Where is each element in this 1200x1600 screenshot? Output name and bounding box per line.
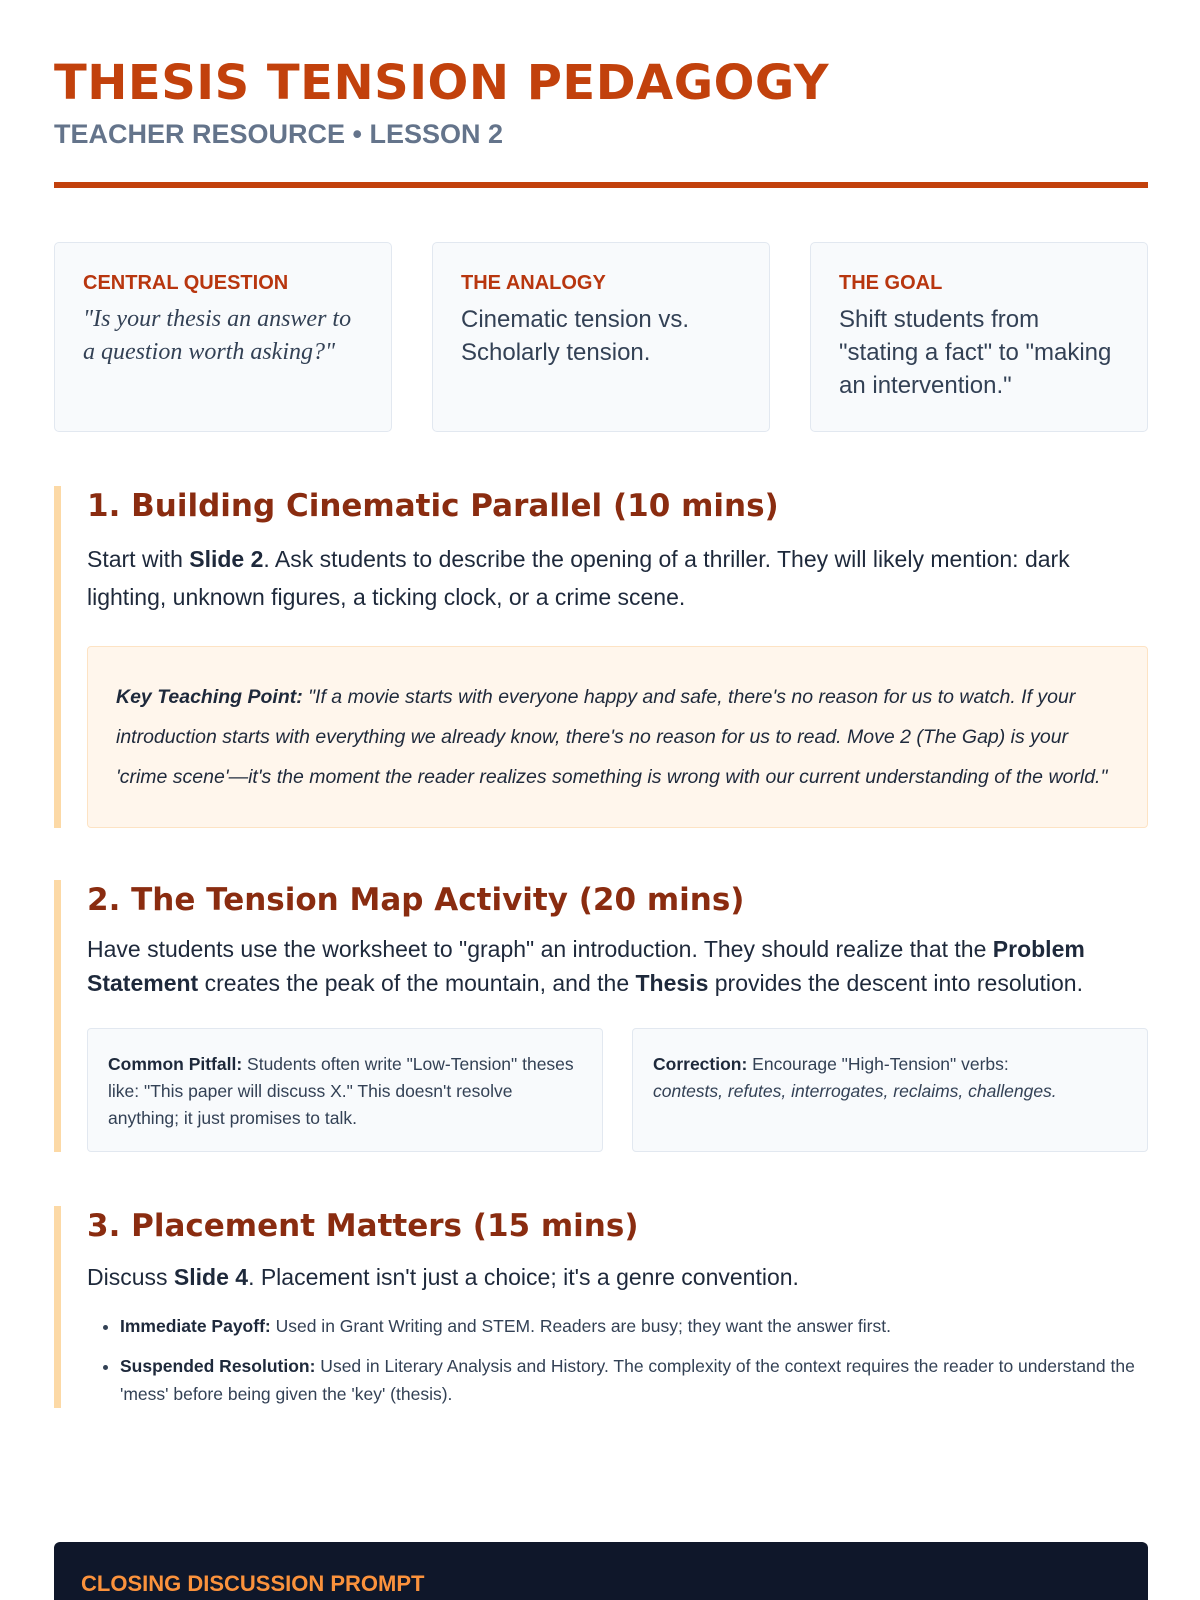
list-item: [120, 1352, 1148, 1408]
document-page: [54, 0, 1148, 1408]
correction-box: [632, 1028, 1148, 1152]
card-label: THE GOAL: [839, 272, 943, 294]
callout-label: Key Teaching Point:: [116, 686, 303, 708]
section-text: [87, 932, 1148, 1000]
text-run: Have students use the worksheet to "graph" an introduction. They should realize that the: [87, 936, 993, 962]
section-heading: 1. Building Cinematic Parallel (10 mins): [87, 488, 779, 524]
closing-discussion-panel: [54, 1542, 1148, 1600]
title-divider: [54, 182, 1148, 188]
section-placement: [54, 1206, 1148, 1408]
section-tension-map: [54, 880, 1148, 1152]
callout-text: "If a movie starts with everyone happy and safe, there's no reason for us to watch. If your introduction starts with everything we already know, there's no reason for us to read. Move 2 (The Gap) is your 'crime scene'—it's the moment the reader realizes something is wrong with our current understanding of the world.": [116, 686, 1108, 788]
list-item: [120, 1312, 1148, 1340]
text-run: provides the descent into resolution.: [708, 970, 1083, 996]
card-body: Shift students from "stating a fact" to "making an intervention.": [839, 306, 1112, 399]
card-analogy: [432, 242, 770, 432]
card-label: CENTRAL QUESTION: [83, 272, 289, 294]
slide-reference: Slide 4: [173, 1264, 249, 1290]
closing-label: CLOSING DISCUSSION PROMPT: [81, 1571, 425, 1596]
bold-term: Problem Statement: [87, 936, 1085, 996]
list-item-label: Suspended Resolution:: [120, 1356, 316, 1376]
text-run: Start with: [87, 546, 190, 572]
text-run: . Placement isn't just a choice; it's a genre convention.: [248, 1264, 799, 1290]
placement-list: [87, 1312, 1148, 1408]
list-item-text: Used in Grant Writing and STEM. Readers are busy; they want the answer first.: [270, 1316, 891, 1336]
summary-cards: [54, 242, 1148, 432]
card-body: "Is your thesis an answer to a question worth asking?": [83, 306, 352, 365]
key-teaching-point-callout: [87, 646, 1148, 828]
text-run: creates the peak of the mountain, and the: [198, 970, 636, 996]
list-item-label: Immediate Payoff:: [120, 1316, 271, 1336]
pitfall-correction-pair: [87, 1028, 1148, 1152]
list-item-text: Used in Literary Analysis and History. The complexity of the context requires the reader to understand the 'mess' before being given the 'key' (thesis).: [120, 1356, 1135, 1404]
section-text: [87, 540, 1148, 616]
slide-reference: Slide 2: [189, 546, 264, 572]
pitfall-label: Common Pitfall:: [108, 1054, 243, 1074]
correction-text: Encourage "High-Tension" verbs:: [747, 1054, 1009, 1074]
card-central-question: [54, 242, 392, 432]
section-accent-bar: [54, 1206, 61, 1408]
text-run: Discuss: [87, 1264, 174, 1290]
section-text: [87, 1258, 1148, 1296]
bold-term: Thesis: [635, 970, 709, 996]
correction-verbs: contests, refutes, interrogates, reclaims, challenges.: [653, 1081, 1057, 1101]
card-goal: [810, 242, 1148, 432]
page-title: THESIS TENSION PEDAGOGY: [54, 55, 829, 111]
common-pitfall-box: [87, 1028, 603, 1152]
page-subtitle: TEACHER RESOURCE • LESSON 2: [54, 119, 504, 149]
section-accent-bar: [54, 486, 61, 828]
pitfall-text: Students often write "Low-Tension" theses like: "This paper will discuss X." This doesn't resolve anything; it just promises to talk.: [108, 1054, 574, 1128]
section-heading: 3. Placement Matters (15 mins): [87, 1208, 639, 1244]
section-cinematic-parallel: [54, 486, 1148, 828]
correction-label: Correction:: [653, 1054, 748, 1074]
card-label: THE ANALOGY: [461, 272, 606, 294]
section-accent-bar: [54, 880, 61, 1152]
section-heading: 2. The Tension Map Activity (20 mins): [87, 882, 745, 918]
text-run: . Ask students to describe the opening of a thriller. They will likely mention: dark lighting, unknown figures, a ticking clock, or a crime scene.: [87, 546, 1070, 610]
card-body: Cinematic tension vs. Scholarly tension.: [461, 306, 690, 366]
